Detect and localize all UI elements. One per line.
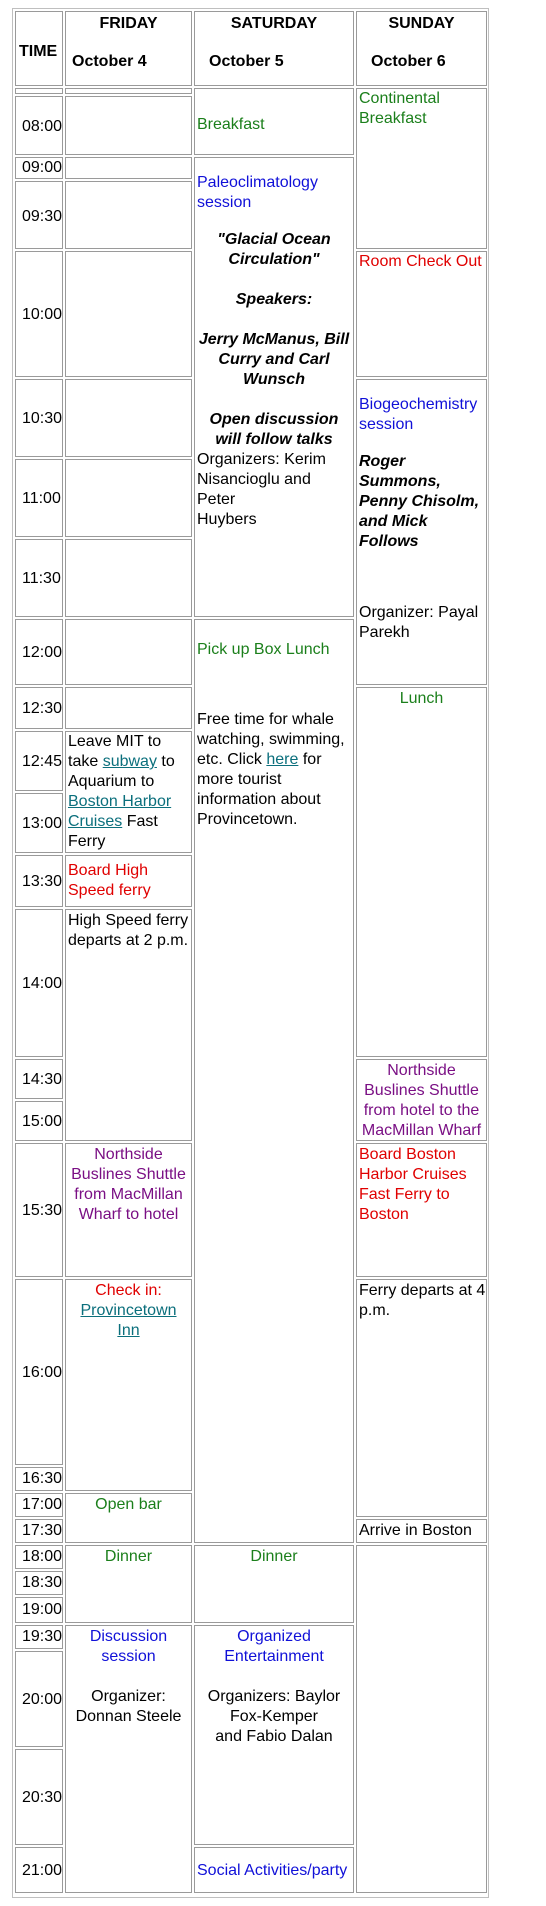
time-cell <box>15 1143 63 1277</box>
time-label: 15:30 <box>22 1202 63 1219</box>
board-boston-ferry-text <box>359 1145 467 1225</box>
time-cell <box>15 619 63 685</box>
time-cell <box>15 1519 63 1543</box>
free-time-line: for <box>302 751 322 768</box>
sunday-empty-evening-cell <box>356 1545 487 1893</box>
leave-mit-line: Aquarium to <box>68 773 155 790</box>
breakfast-line: Breakfast <box>359 110 427 127</box>
leave-mit-line: Leave MIT to <box>68 733 162 750</box>
time-label: 20:30 <box>22 1789 63 1806</box>
shuttle-line: Northside <box>94 1146 163 1163</box>
time-label: 14:00 <box>22 975 63 992</box>
time-label: 13:30 <box>22 873 63 890</box>
time-label: 12:30 <box>22 700 63 717</box>
entertainment-line: Entertainment <box>224 1648 324 1665</box>
sunday-bio-cell <box>356 379 487 685</box>
friday-dinner-cell <box>65 1545 192 1623</box>
sunday-breakfast-text <box>359 89 440 129</box>
time-cell <box>15 1279 63 1465</box>
saturday-breakfast-text: Breakfast <box>197 116 265 133</box>
board-line: Fast Ferry to <box>359 1186 450 1203</box>
shuttle-line: Buslines Shuttle <box>71 1166 186 1183</box>
speaker-line: Curry and Carl <box>218 351 330 368</box>
entertainment-organizer-line: and Fabio Dalan <box>215 1728 333 1745</box>
friday-empty-cell <box>65 96 192 155</box>
fast-ferry-text: Fast <box>126 813 158 830</box>
time-cell <box>15 687 63 729</box>
friday-dinner-text: Dinner <box>104 1548 153 1565</box>
time-label: 17:00 <box>22 1496 63 1513</box>
shuttle-to-wharf-text <box>357 1061 486 1141</box>
departs-line: p.m. <box>359 1302 391 1319</box>
entertainment-organizer-line: Organizers: Baylor <box>207 1688 341 1705</box>
talk-line: Circulation" <box>228 251 320 268</box>
free-time-line: etc. Click <box>197 751 262 768</box>
entertainment-line: Organized <box>237 1628 311 1645</box>
box-lunch-text: Pick up Box Lunch <box>197 641 330 658</box>
friday-board-ferry-cell <box>65 855 192 907</box>
time-label: 11:00 <box>22 490 61 507</box>
friday-empty-cell <box>65 181 192 249</box>
time-label: 19:00 <box>22 1601 63 1618</box>
free-time-line: more tourist <box>197 771 282 788</box>
friday-day: FRIDAY <box>99 15 158 32</box>
speaker-line: Jerry McManus, Bill <box>198 331 350 348</box>
time-cell <box>15 793 63 853</box>
arrive-boston-text: Arrive in Boston <box>359 1522 472 1539</box>
checkin-label: Check in: <box>95 1282 162 1299</box>
discussion-line: Discussion <box>89 1628 168 1645</box>
open-discussion-line: Open discussion <box>209 411 339 428</box>
organizer-line: Nisancioglu and Peter <box>197 471 311 508</box>
entertainment-text <box>195 1627 353 1747</box>
speakers-label: Speakers: <box>235 291 313 308</box>
sunday-ferry-departs-text <box>359 1281 485 1321</box>
sunday-breakfast-cell <box>356 88 487 249</box>
time-label: 12:45 <box>22 753 63 770</box>
shuttle-line: Wharf to hotel <box>78 1206 179 1223</box>
shuttle-line: Buslines Shuttle <box>364 1082 479 1099</box>
bio-speaker-line: Follows <box>359 533 419 550</box>
bio-speaker-line: Penny Chisolm, <box>359 493 480 510</box>
time-cell <box>15 1847 63 1893</box>
time-label: 17:30 <box>22 1522 63 1539</box>
friday-empty-cell <box>65 379 192 457</box>
saturday-afternoon-cell <box>194 619 354 1543</box>
paleo-line: Paleoclimatology <box>197 174 318 191</box>
spacer-cell <box>15 88 63 94</box>
bio-organizer-line: Parekh <box>359 624 410 641</box>
ferry-departs-text <box>68 911 188 951</box>
time-cell <box>15 909 63 1057</box>
paleo-talk-details <box>195 230 353 450</box>
time-cell <box>15 1651 63 1747</box>
saturday-dinner-text: Dinner <box>250 1548 298 1565</box>
bio-organizer <box>359 603 478 643</box>
friday-empty-cell <box>65 251 192 377</box>
time-cell <box>15 855 63 907</box>
saturday-dinner-cell <box>194 1545 354 1623</box>
sunday-lunch-text: Lunch <box>399 690 444 707</box>
friday-discussion-cell <box>65 1625 192 1893</box>
time-label: 14:30 <box>22 1071 63 1088</box>
saturday-header-cell <box>194 11 354 86</box>
board-line: Board Boston <box>359 1146 456 1163</box>
entertainment-organizer-line: Fox-Kemper <box>229 1708 319 1725</box>
sunday-arrive-cell <box>356 1519 487 1543</box>
organizer-name: Donnan Steele <box>75 1708 182 1725</box>
social-activities-text: Social Activities/party <box>197 1862 348 1879</box>
time-label: 15:00 <box>22 1113 63 1130</box>
departs-line: departs at 2 p.m. <box>68 932 189 949</box>
sunday-header-cell <box>356 11 487 86</box>
time-label: 13:00 <box>22 815 63 832</box>
departs-line: High Speed ferry <box>68 912 189 929</box>
sunday-date: October 6 <box>371 53 446 70</box>
time-label: 19:30 <box>22 1628 63 1645</box>
paleo-line: session <box>197 194 252 211</box>
friday-checkin-cell <box>65 1279 192 1491</box>
free-time-line: information about <box>197 791 321 808</box>
time-cell <box>15 1059 63 1099</box>
time-label: 18:00 <box>22 1548 63 1565</box>
time-label: 08:00 <box>22 118 63 135</box>
time-cell <box>15 96 63 155</box>
sunday-board-ferry-cell <box>356 1143 487 1277</box>
bio-organizer-line: Organizer: Payal <box>359 604 479 621</box>
bio-speaker-line: Roger <box>359 453 406 470</box>
organizer-line: Huybers <box>197 511 257 528</box>
paleo-organizers <box>197 450 353 530</box>
time-label: 16:30 <box>22 1470 63 1487</box>
board-line: Boston <box>359 1206 409 1223</box>
boston-harbor-cruises-link[interactable]: Boston Harbor <box>68 793 172 810</box>
sunday-ferry-departs-cell <box>356 1279 487 1517</box>
time-cell <box>15 731 63 791</box>
shuttle-line: from hotel to the <box>363 1102 480 1119</box>
friday-empty-cell <box>65 459 192 537</box>
discussion-text <box>66 1627 191 1727</box>
saturday-breakfast-cell <box>194 88 354 155</box>
friday-empty-cell <box>65 157 192 179</box>
friday-header-cell <box>65 11 192 86</box>
boston-harbor-cruises-link[interactable]: Cruises <box>68 813 123 830</box>
board-line: Board High <box>68 862 149 879</box>
shuttle-line: Northside <box>387 1062 456 1079</box>
time-cell <box>15 1101 63 1141</box>
time-cell <box>15 251 63 377</box>
leave-mit-text <box>68 732 190 852</box>
time-label: 10:00 <box>22 306 63 323</box>
subway-link[interactable]: subway <box>102 753 157 770</box>
board-high-speed-text <box>68 861 151 901</box>
shuttle-line: from MacMillan <box>74 1186 183 1203</box>
schedule-table <box>12 8 489 1898</box>
organizer-label: Organizer: <box>91 1688 166 1705</box>
saturday-paleo-cell <box>194 157 354 617</box>
provincetown-inn-link[interactable]: Inn <box>117 1322 140 1339</box>
time-cell <box>15 1467 63 1491</box>
time-header-cell <box>15 11 63 86</box>
organizer-line: Organizers: Kerim <box>197 451 326 468</box>
shuttle-line: MacMillan Wharf <box>361 1122 482 1139</box>
bio-line: Biogeochemistry <box>359 396 478 413</box>
time-cell <box>15 1571 63 1595</box>
bio-speakers <box>359 452 479 552</box>
open-discussion-line: will follow talks <box>215 431 333 448</box>
friday-empty-cell <box>65 619 192 685</box>
time-cell <box>15 1749 63 1845</box>
time-cell <box>15 379 63 457</box>
time-label: 18:30 <box>22 1574 63 1591</box>
time-cell <box>15 1545 63 1569</box>
time-label: 12:00 <box>22 644 63 661</box>
friday-open-bar-cell <box>65 1493 192 1543</box>
free-time-line: Free time for whale <box>197 711 334 728</box>
friday-leave-mit-cell <box>65 731 192 853</box>
board-line: Speed ferry <box>68 882 151 899</box>
free-time-line: Provincetown. <box>197 811 298 828</box>
time-label: 09:00 <box>22 159 63 176</box>
saturday-day: SATURDAY <box>230 15 318 32</box>
free-time-line: watching, swimming, <box>197 731 345 748</box>
tourist-info-link[interactable]: here <box>266 751 299 768</box>
saturday-entertainment-cell <box>194 1625 354 1845</box>
leave-mit-line: take <box>68 753 99 770</box>
departs-line: Ferry departs at 4 <box>359 1282 486 1299</box>
friday-date: October 4 <box>72 53 147 70</box>
leave-mit-line: to <box>161 753 175 770</box>
discussion-line: session <box>101 1648 156 1665</box>
friday-ferry-departs-cell <box>65 909 192 1141</box>
open-bar-text: Open bar <box>95 1496 162 1513</box>
breakfast-line: Continental <box>359 90 440 107</box>
time-cell <box>15 539 63 617</box>
time-cell <box>15 1597 63 1623</box>
board-line: Harbor Cruises <box>359 1166 467 1183</box>
time-label: 21:00 <box>22 1862 63 1879</box>
bio-line: session <box>359 416 414 433</box>
sunday-shuttle-cell <box>356 1059 487 1141</box>
time-cell <box>15 181 63 249</box>
checkout-text: Room Check Out <box>359 253 482 270</box>
time-label: 09:30 <box>22 208 63 225</box>
shuttle-to-hotel-text <box>66 1145 191 1225</box>
ferry-text: Ferry <box>68 833 106 850</box>
time-header: TIME <box>19 43 58 60</box>
time-label: 16:00 <box>22 1364 63 1381</box>
speaker-line: Wunsch <box>243 371 305 388</box>
bio-session-title <box>359 395 477 435</box>
talk-line: "Glacial Ocean <box>217 231 331 248</box>
sunday-day: SUNDAY <box>388 15 455 32</box>
time-label: 11:30 <box>22 570 61 587</box>
spacer-cell <box>65 88 192 94</box>
time-cell <box>15 459 63 537</box>
time-label: 20:00 <box>22 1691 63 1708</box>
time-cell <box>15 1493 63 1517</box>
saturday-social-cell <box>194 1847 354 1893</box>
time-cell <box>15 1625 63 1649</box>
friday-empty-cell <box>65 687 192 729</box>
friday-empty-cell <box>65 539 192 617</box>
time-cell <box>15 157 63 179</box>
friday-shuttle-cell <box>65 1143 192 1277</box>
sunday-checkout-cell <box>356 251 487 377</box>
bio-speaker-line: Summons, <box>359 473 441 490</box>
paleo-session-title <box>197 173 318 213</box>
saturday-date: October 5 <box>209 53 284 70</box>
free-time-text <box>197 710 353 830</box>
checkin-text <box>66 1281 191 1341</box>
sunday-lunch-cell <box>356 687 487 1057</box>
time-label: 10:30 <box>22 410 63 427</box>
bio-speaker-line: and Mick <box>359 513 428 530</box>
provincetown-inn-link[interactable]: Provincetown <box>80 1302 177 1319</box>
